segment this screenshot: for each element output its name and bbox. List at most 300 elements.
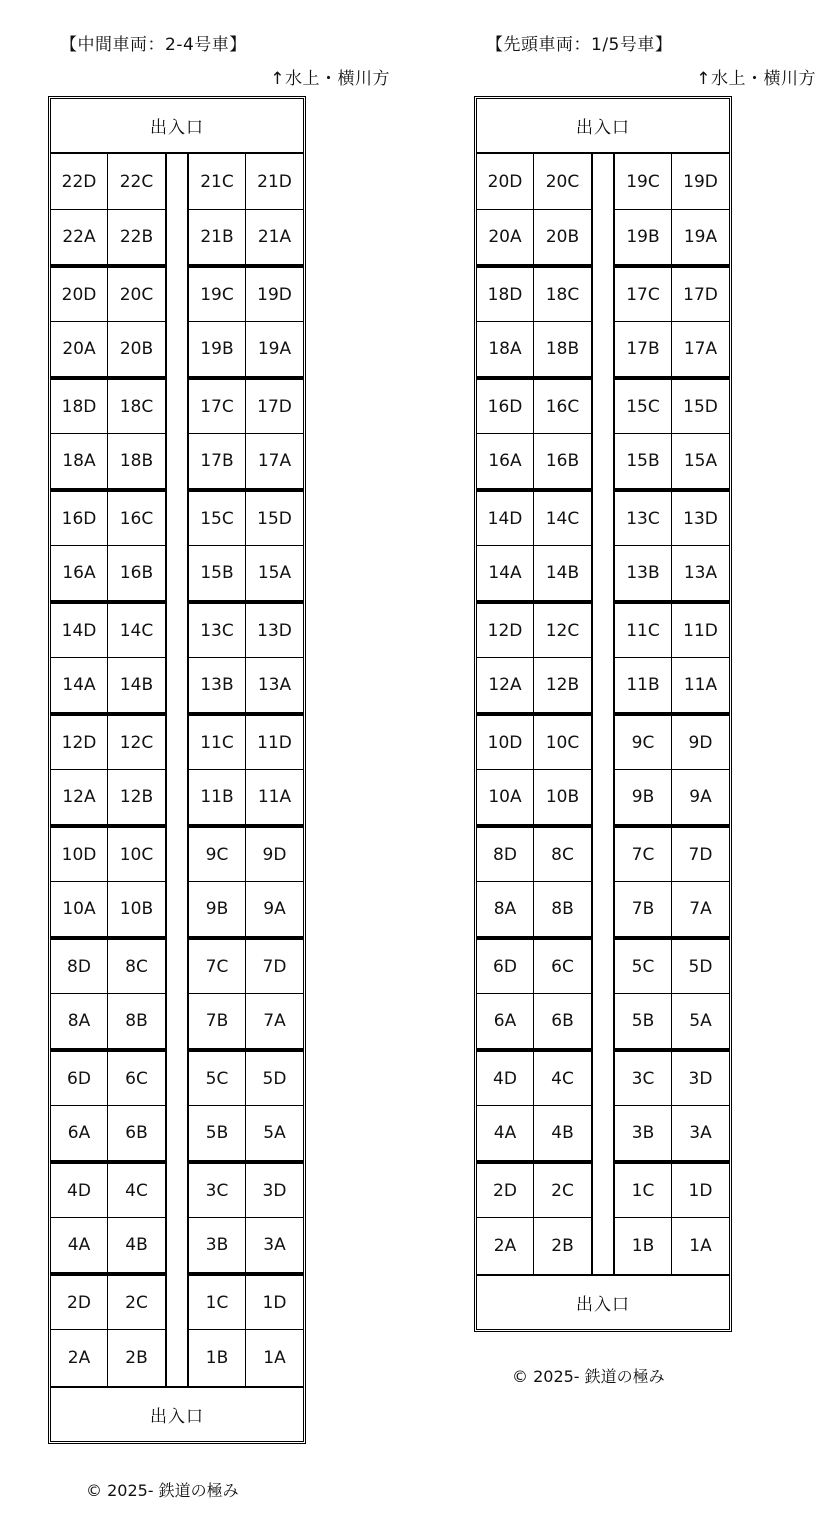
seat-cell: 1A: [689, 1236, 712, 1256]
aisle: [167, 1106, 187, 1162]
seat-cell: 2C: [108, 1276, 165, 1330]
seat-cell: 8C: [108, 940, 165, 994]
seat-cell: 3C: [615, 1052, 672, 1106]
seat-row: [477, 658, 729, 714]
seat-block-left: [51, 714, 167, 770]
seat-cell: 8A: [477, 882, 534, 936]
seat-row: [477, 434, 729, 490]
seat-cell: 15D: [246, 492, 303, 546]
seat-cell: 4B: [551, 1123, 574, 1143]
seat-cell: 17C: [615, 268, 672, 322]
seat-cell: 9D: [672, 716, 729, 770]
seat-cell: 1D: [246, 1276, 303, 1330]
seat-cell: 6C: [108, 1052, 165, 1106]
seat-row: [51, 1162, 303, 1218]
seat-cell: 12D: [477, 604, 534, 658]
seat-row: [51, 882, 303, 938]
seat-cell: 1B: [189, 1330, 246, 1386]
seat-cell: 1A: [263, 1348, 286, 1368]
seat-cell: 1C: [615, 1164, 672, 1218]
seat-cell: 20C: [108, 268, 165, 322]
seat-cell: 15A: [257, 563, 292, 583]
seat-block-right: [613, 714, 729, 770]
aisle: [167, 266, 187, 322]
seat-row: [51, 210, 303, 266]
aisle: [167, 490, 187, 546]
seat-cell: 10B: [119, 899, 154, 919]
seat-cell: 10A: [51, 882, 108, 936]
seat-row: [477, 154, 729, 210]
seat-block-left: [51, 938, 167, 994]
seat-cell: 3B: [189, 1218, 246, 1272]
aisle: [167, 938, 187, 994]
seat-block-left: [477, 602, 593, 658]
seat-cell: 4C: [534, 1052, 591, 1106]
seat-row: [477, 882, 729, 938]
seat-block-right: [613, 1106, 729, 1162]
seat-cell: 5B: [615, 994, 672, 1048]
seat-block-left: [477, 1106, 593, 1162]
seat-cell: 15C: [189, 492, 246, 546]
seat-cell: 15B: [615, 434, 672, 488]
seat-cell: 6D: [51, 1052, 108, 1106]
seat-cell: 4D: [477, 1052, 534, 1106]
seat-cell: 3A: [263, 1235, 286, 1255]
seat-cell: 9B: [615, 770, 672, 824]
seat-cell: 16A: [51, 546, 108, 600]
seat-cell: 15D: [672, 380, 729, 434]
seat-cell: 10A: [477, 770, 534, 824]
seat-row: [477, 1050, 729, 1106]
seat-cell: 14D: [51, 604, 108, 658]
aisle: [167, 602, 187, 658]
seat-rows: [51, 154, 303, 1386]
seat-block-right: [613, 770, 729, 826]
seat-cell: 19A: [683, 227, 718, 247]
aisle: [593, 210, 613, 266]
seat-block-right: [187, 546, 303, 602]
seat-cell: 7C: [615, 828, 672, 882]
seat-cell: 16A: [477, 434, 534, 488]
seat-row: [51, 546, 303, 602]
seat-row: [477, 1218, 729, 1274]
seat-row: [477, 378, 729, 434]
seat-cell: 2A: [51, 1330, 108, 1386]
seat-row: [477, 490, 729, 546]
seat-cell: 4A: [51, 1218, 108, 1272]
aisle: [593, 826, 613, 882]
seat-cell: 4C: [108, 1164, 165, 1218]
aisle: [593, 546, 613, 602]
aisle: [593, 770, 613, 826]
seat-cell: 3B: [615, 1106, 672, 1160]
seat-cell: 20A: [477, 210, 534, 264]
seat-block-right: [613, 154, 729, 210]
seat-block-right: [613, 210, 729, 266]
aisle: [167, 658, 187, 714]
seat-row: [477, 546, 729, 602]
seat-cell: 6B: [125, 1123, 148, 1143]
seat-cell: 16C: [108, 492, 165, 546]
seat-cell: 13C: [615, 492, 672, 546]
car-title: 【先頭車両：1/5号車】: [486, 35, 673, 55]
seat-row: [477, 938, 729, 994]
aisle: [593, 1106, 613, 1162]
seat-row: [51, 1050, 303, 1106]
seat-cell: 17D: [246, 380, 303, 434]
seat-cell: 2D: [477, 1164, 534, 1218]
seat-cell: 4B: [125, 1235, 148, 1255]
seat-cell: 18B: [545, 339, 580, 359]
seat-cell: 18D: [477, 268, 534, 322]
seat-block-right: [613, 1050, 729, 1106]
seat-block-left: [51, 546, 167, 602]
entrance-bottom: 出入口: [477, 1274, 729, 1329]
seat-row: [477, 994, 729, 1050]
seat-cell: 2B: [551, 1236, 574, 1256]
seat-cell: 9A: [263, 899, 286, 919]
seat-cell: 19D: [246, 268, 303, 322]
seat-block-right: [187, 658, 303, 714]
seat-block-right: [187, 1274, 303, 1330]
seat-block-left: [477, 770, 593, 826]
aisle: [593, 266, 613, 322]
aisle: [167, 826, 187, 882]
seat-block-right: [187, 154, 303, 210]
seat-cell: 19B: [615, 210, 672, 264]
direction-label: ↑水上・横川方: [270, 69, 390, 89]
aisle: [593, 1162, 613, 1218]
seat-cell: 13B: [189, 658, 246, 712]
seat-cell: 14B: [119, 675, 154, 695]
car-frame: [474, 96, 732, 1332]
seat-cell: 5C: [189, 1052, 246, 1106]
seat-row: [51, 1106, 303, 1162]
seat-cell: 16D: [51, 492, 108, 546]
seat-cell: 15B: [189, 546, 246, 600]
seat-cell: 5C: [615, 940, 672, 994]
seat-block-right: [187, 1218, 303, 1274]
seat-cell: 14A: [477, 546, 534, 600]
seat-cell: 16B: [545, 451, 580, 471]
direction-label: ↑水上・横川方: [696, 69, 816, 89]
entrance-bottom: 出入口: [51, 1386, 303, 1441]
seat-cell: 19C: [189, 268, 246, 322]
seat-block-right: [187, 378, 303, 434]
seat-cell: 11C: [189, 716, 246, 770]
seat-row: [51, 994, 303, 1050]
aisle: [593, 154, 613, 210]
seat-cell: 13A: [257, 675, 292, 695]
seat-block-left: [477, 210, 593, 266]
seat-block-right: [187, 714, 303, 770]
aisle: [167, 1218, 187, 1274]
seat-cell: 1C: [189, 1276, 246, 1330]
seat-cell: 22A: [51, 210, 108, 264]
seat-block-right: [187, 210, 303, 266]
aisle: [167, 1274, 187, 1330]
seat-cell: 6B: [551, 1011, 574, 1031]
seat-row: [51, 826, 303, 882]
seat-block-right: [187, 434, 303, 490]
seat-block-left: [51, 882, 167, 938]
seat-block-left: [51, 602, 167, 658]
seat-cell: 17A: [257, 451, 292, 471]
seat-cell: 3D: [672, 1052, 729, 1106]
seat-cell: 21B: [189, 210, 246, 264]
seat-row: [51, 1218, 303, 1274]
seat-block-right: [187, 1330, 303, 1386]
seat-cell: 17B: [615, 322, 672, 376]
aisle: [167, 770, 187, 826]
seat-row: [51, 938, 303, 994]
seat-cell: 22B: [119, 227, 154, 247]
seat-cell: 7C: [189, 940, 246, 994]
seat-block-right: [613, 994, 729, 1050]
seat-cell: 22C: [108, 154, 165, 210]
seat-cell: 22D: [51, 154, 108, 210]
seat-rows: [477, 154, 729, 1274]
seat-cell: 19C: [615, 154, 672, 210]
aisle: [593, 322, 613, 378]
seat-cell: 12A: [477, 658, 534, 712]
seat-block-left: [51, 1106, 167, 1162]
seat-block-right: [613, 938, 729, 994]
seat-cell: 10C: [108, 828, 165, 882]
aisle: [593, 994, 613, 1050]
seat-cell: 8B: [125, 1011, 148, 1031]
seat-cell: 11D: [246, 716, 303, 770]
seat-cell: 14C: [108, 604, 165, 658]
seat-cell: 8C: [534, 828, 591, 882]
seat-cell: 18B: [119, 451, 154, 471]
seat-cell: 15A: [683, 451, 718, 471]
seat-block-right: [613, 266, 729, 322]
seat-block-left: [477, 938, 593, 994]
seat-block-left: [477, 994, 593, 1050]
seat-cell: 18C: [108, 380, 165, 434]
aisle: [167, 882, 187, 938]
seat-cell: 3C: [189, 1164, 246, 1218]
seat-cell: 5D: [672, 940, 729, 994]
entrance-top: 出入口: [477, 99, 729, 154]
seat-cell: 20A: [51, 322, 108, 376]
car-frame: [48, 96, 306, 1444]
seat-block-right: [187, 826, 303, 882]
seat-cell: 6A: [51, 1106, 108, 1160]
seat-cell: 12B: [545, 675, 580, 695]
seat-row: [51, 378, 303, 434]
seat-block-left: [477, 882, 593, 938]
seat-row: [51, 266, 303, 322]
seat-cell: 7A: [689, 899, 712, 919]
seat-cell: 18C: [534, 268, 591, 322]
seat-cell: 19B: [189, 322, 246, 376]
seat-block-right: [613, 378, 729, 434]
aisle: [593, 434, 613, 490]
seat-cell: 13A: [683, 563, 718, 583]
seat-cell: 1B: [615, 1218, 672, 1274]
seat-cell: 2B: [125, 1348, 148, 1368]
seat-cell: 7A: [263, 1011, 286, 1031]
seat-cell: 11B: [189, 770, 246, 824]
seat-block-right: [187, 1050, 303, 1106]
seat-row: [477, 322, 729, 378]
seat-cell: 13C: [189, 604, 246, 658]
seat-cell: 11B: [615, 658, 672, 712]
seat-cell: 9A: [689, 787, 712, 807]
aisle: [167, 378, 187, 434]
seat-block-right: [187, 770, 303, 826]
seat-row: [51, 1274, 303, 1330]
seat-block-right: [187, 602, 303, 658]
seat-cell: 16D: [477, 380, 534, 434]
seat-row: [51, 322, 303, 378]
seat-block-right: [187, 1162, 303, 1218]
seat-cell: 17A: [683, 339, 718, 359]
seat-cell: 12A: [51, 770, 108, 824]
seat-block-right: [613, 602, 729, 658]
seat-cell: 14D: [477, 492, 534, 546]
seat-block-left: [51, 490, 167, 546]
seat-block-left: [477, 546, 593, 602]
aisle: [167, 1050, 187, 1106]
seat-block-right: [187, 994, 303, 1050]
seat-block-right: [613, 490, 729, 546]
seat-block-right: [613, 546, 729, 602]
seat-row: [477, 770, 729, 826]
aisle: [593, 1050, 613, 1106]
seat-cell: 5B: [189, 1106, 246, 1160]
seat-cell: 9C: [615, 716, 672, 770]
seat-row: [51, 434, 303, 490]
seat-cell: 14B: [545, 563, 580, 583]
seat-cell: 20B: [119, 339, 154, 359]
entrance-top: 出入口: [51, 99, 303, 154]
seat-block-right: [187, 490, 303, 546]
seat-cell: 10D: [51, 828, 108, 882]
seat-cell: 20C: [534, 154, 591, 210]
seat-block-left: [51, 994, 167, 1050]
seat-cell: 18A: [477, 322, 534, 376]
seat-row: [477, 1162, 729, 1218]
seat-cell: 21C: [189, 154, 246, 210]
seat-row: [51, 658, 303, 714]
seat-cell: 20B: [545, 227, 580, 247]
aisle: [167, 1162, 187, 1218]
seat-row: [477, 210, 729, 266]
seat-cell: 2A: [477, 1218, 534, 1274]
seat-cell: 13B: [615, 546, 672, 600]
seat-block-left: [51, 1218, 167, 1274]
seat-block-left: [51, 266, 167, 322]
aisle: [167, 210, 187, 266]
aisle: [593, 1218, 613, 1274]
seat-block-left: [477, 154, 593, 210]
seat-block-left: [51, 1330, 167, 1386]
seat-cell: 20D: [51, 268, 108, 322]
seat-block-right: [613, 434, 729, 490]
seat-cell: 2D: [51, 1276, 108, 1330]
seat-cell: 6D: [477, 940, 534, 994]
seat-block-left: [51, 826, 167, 882]
seat-row: [51, 770, 303, 826]
seat-block-left: [51, 378, 167, 434]
seat-cell: 7D: [672, 828, 729, 882]
seat-cell: 12B: [119, 787, 154, 807]
seat-block-right: [187, 322, 303, 378]
seat-cell: 5D: [246, 1052, 303, 1106]
seat-block-left: [51, 434, 167, 490]
aisle: [593, 490, 613, 546]
seat-cell: 17D: [672, 268, 729, 322]
aisle: [593, 658, 613, 714]
seat-block-left: [477, 1050, 593, 1106]
aisle: [167, 322, 187, 378]
seat-block-right: [187, 1106, 303, 1162]
seat-block-left: [477, 1162, 593, 1218]
seat-cell: 12C: [534, 604, 591, 658]
aisle: [593, 378, 613, 434]
seat-cell: 11C: [615, 604, 672, 658]
seat-cell: 4D: [51, 1164, 108, 1218]
copyright: © 2025- 鉄道の極み: [86, 1481, 239, 1500]
seat-block-left: [51, 1274, 167, 1330]
seat-row: [477, 266, 729, 322]
car-title: 【中間車両：2-4号車】: [60, 35, 247, 55]
seat-row: [51, 602, 303, 658]
seat-cell: 8B: [551, 899, 574, 919]
seat-cell: 9B: [189, 882, 246, 936]
seat-cell: 5A: [263, 1123, 286, 1143]
seat-block-left: [477, 266, 593, 322]
seat-block-left: [51, 1162, 167, 1218]
seat-cell: 7B: [189, 994, 246, 1048]
seat-cell: 6A: [477, 994, 534, 1048]
seat-block-left: [477, 322, 593, 378]
seat-block-left: [51, 770, 167, 826]
aisle: [167, 434, 187, 490]
aisle: [593, 602, 613, 658]
seat-block-left: [477, 378, 593, 434]
seat-cell: 7B: [615, 882, 672, 936]
copyright: © 2025- 鉄道の極み: [512, 1367, 665, 1386]
seat-cell: 16C: [534, 380, 591, 434]
seat-cell: 14C: [534, 492, 591, 546]
seat-block-left: [51, 1050, 167, 1106]
seat-row: [477, 826, 729, 882]
seat-cell: 10D: [477, 716, 534, 770]
seat-cell: 21A: [257, 227, 292, 247]
seat-block-right: [613, 826, 729, 882]
seat-cell: 2C: [534, 1164, 591, 1218]
aisle: [167, 546, 187, 602]
seat-row: [477, 714, 729, 770]
seat-cell: 8A: [51, 994, 108, 1048]
seat-block-right: [187, 266, 303, 322]
seat-cell: 3D: [246, 1164, 303, 1218]
seat-block-left: [477, 714, 593, 770]
seat-cell: 7D: [246, 940, 303, 994]
seat-cell: 20D: [477, 154, 534, 210]
aisle: [167, 714, 187, 770]
seat-row: [477, 1106, 729, 1162]
aisle: [593, 714, 613, 770]
aisle: [167, 1330, 187, 1386]
seat-cell: 5A: [689, 1011, 712, 1031]
seat-block-right: [187, 938, 303, 994]
seat-cell: 18A: [51, 434, 108, 488]
